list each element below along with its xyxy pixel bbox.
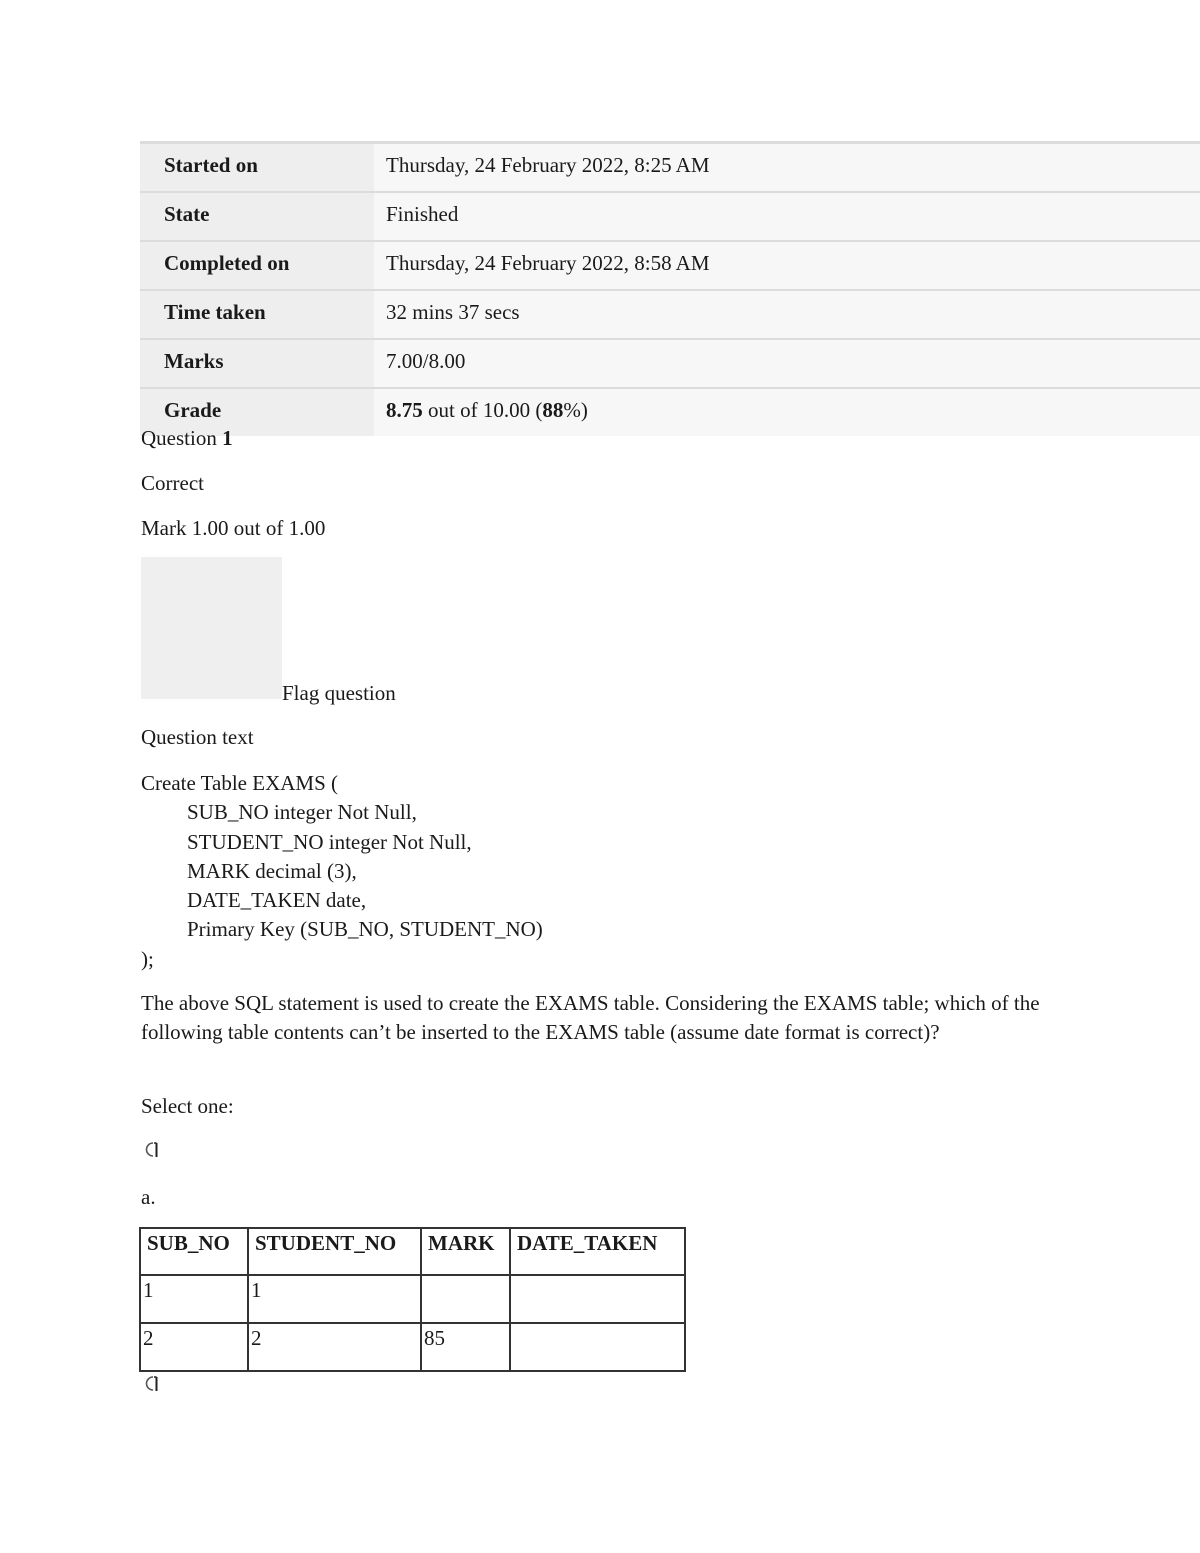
table-header-row [140,1228,685,1275]
question-text-label: Question text [141,725,254,749]
question-prompt: The above SQL statement is used to create the EXAMS table. Considering the EXAMS table; which of the following table contents can’t be inserted to the EXAMS table (assume date format is correct)? [141,991,1040,1044]
code-line: ); [141,946,154,971]
summary-row-started [140,141,1200,191]
code-line: MARK decimal (3), [187,858,357,883]
summary-row-grade [140,387,1200,436]
summary-row-completed [140,240,1200,289]
flag-icon[interactable] [141,557,282,699]
code-line: Primary Key (SUB_NO, STUDENT_NO) [187,917,543,942]
summary-label: State [140,193,374,240]
grade-end-text: %) [563,398,588,422]
flag-question-link[interactable]: Flag question [282,681,396,705]
summary-label: Time taken [140,291,374,338]
summary-value: Thursday, 24 February 2022, 8:58 AM [374,242,1200,289]
table-row [140,1323,685,1371]
summary-label: Completed on [140,242,374,289]
question-number-value: 1 [222,426,233,450]
table-header: SUB_NO [140,1228,248,1275]
summary-value: Finished [374,193,1200,240]
summary-label: Started on [140,144,374,191]
radio-option-b[interactable] [143,1375,160,1392]
table-cell: 2 [248,1323,421,1371]
summary-value: 32 mins 37 secs [374,291,1200,338]
table-cell: 1 [248,1275,421,1323]
table-header: STUDENT_NO [248,1228,421,1275]
grade-percent: 88 [542,398,564,422]
summary-label: Grade [140,389,374,436]
question-mark: Mark 1.00 out of 1.00 [141,516,326,540]
table-cell [421,1275,510,1323]
sql-statement [141,769,543,974]
code-line: Create Table EXAMS ( [141,771,339,795]
table-header: DATE_TAKEN [510,1228,685,1275]
option-a-label: a. [141,1185,156,1209]
code-line: STUDENT_NO integer Not Null, [187,829,472,854]
table-cell [510,1275,685,1323]
summary-row-marks [140,338,1200,387]
summary-value: Thursday, 24 February 2022, 8:25 AM [374,144,1200,191]
attempt-summary-table [140,141,1200,436]
select-one-label: Select one: [141,1094,234,1118]
table-cell: 2 [140,1323,248,1371]
summary-label: Marks [140,340,374,387]
code-line: DATE_TAKEN date, [187,888,367,913]
grade-score: 8.75 [386,398,423,422]
option-a-table [139,1227,686,1372]
table-cell [510,1323,685,1371]
table-row [140,1275,685,1323]
question-prefix: Question [141,426,223,450]
table-cell: 1 [140,1275,248,1323]
summary-value [374,389,1200,436]
table-cell: 85 [421,1323,510,1371]
table-header: MARK [421,1228,510,1275]
question-number [141,424,233,452]
summary-row-time-taken [140,289,1200,338]
summary-value: 7.00/8.00 [374,340,1200,387]
radio-option-a[interactable] [143,1141,160,1158]
summary-row-state [140,191,1200,240]
question-status: Correct [141,471,204,495]
code-line: SUB_NO integer Not Null, [187,800,417,825]
grade-mid-text: out of 10.00 ( [422,398,543,422]
